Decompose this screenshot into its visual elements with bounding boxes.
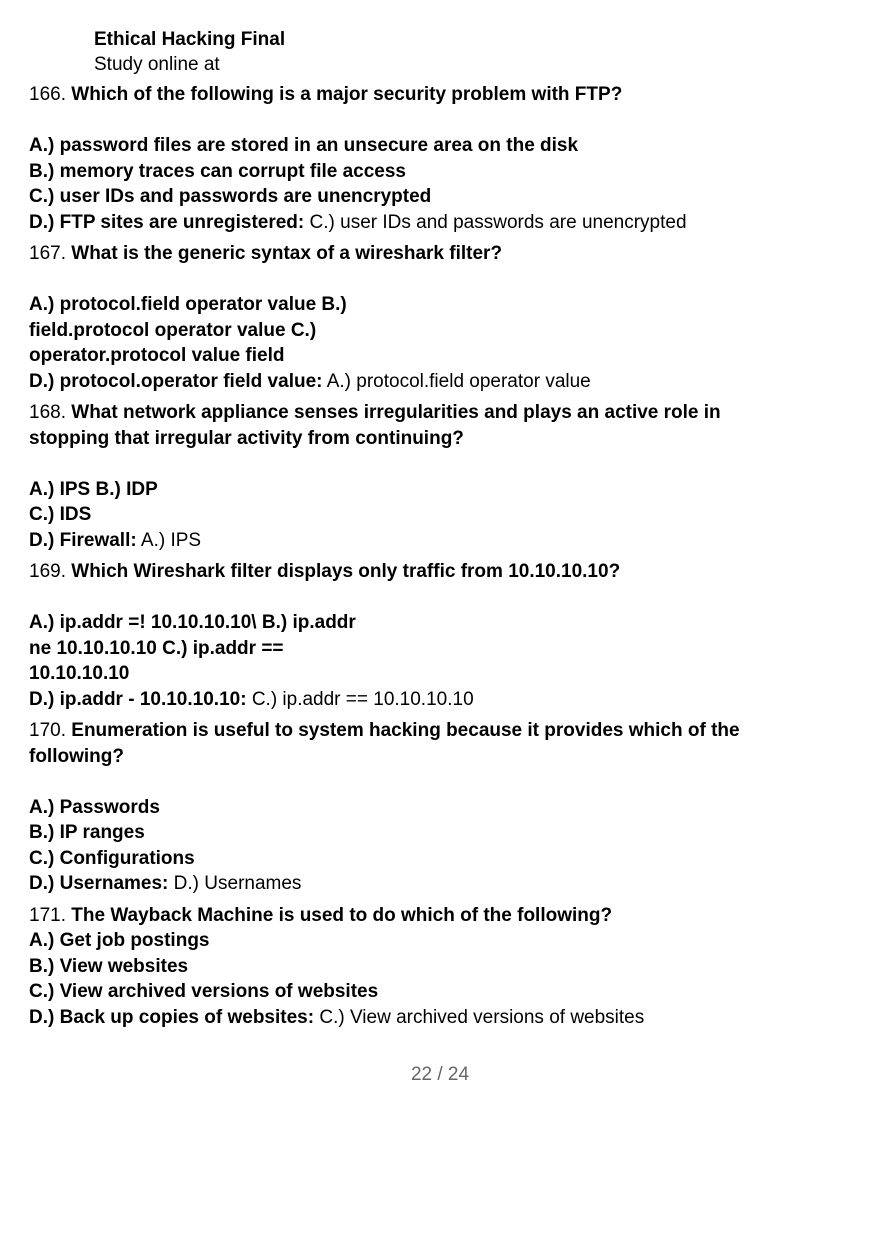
question-number: 171. [29, 904, 66, 926]
answer-option: A.) protocol.field operator value B.) [29, 294, 347, 315]
last-option-label: D.) protocol.operator field value: [29, 370, 323, 392]
question-line [29, 718, 749, 769]
question-number: 169. [29, 561, 66, 582]
question-line [29, 903, 749, 929]
answer-option: field.protocol operator value C.) [29, 319, 317, 341]
question-block [29, 718, 749, 897]
answer-line [29, 687, 749, 713]
spacer [29, 108, 749, 134]
document-title: Ethical Hacking Final [94, 29, 286, 50]
question-block [29, 241, 749, 394]
answer-line [29, 210, 749, 236]
answer-option: A.) IPS B.) IDP [29, 478, 158, 500]
question-number: 170. [29, 720, 66, 741]
answer-option: C.) View archived versions of websites [29, 981, 379, 1002]
question-text: Which of the following is a major security problem with FTP? [71, 84, 623, 105]
question-text: Enumeration is useful to system hacking because it provides which of the following? [29, 720, 740, 767]
study-online-text: Study online at [94, 54, 220, 75]
answer-option: B.) IP ranges [29, 822, 145, 843]
spacer [29, 451, 749, 477]
last-option-label: D.) Firewall: [29, 529, 137, 551]
last-option-label: D.) FTP sites are unregistered: [29, 211, 305, 233]
answer-line [29, 528, 749, 554]
answer-line [29, 871, 749, 897]
correct-answer: C.) ip.addr == 10.10.10.10 [251, 688, 474, 710]
answer-option: ne 10.10.10.10 C.) ip.addr == [29, 637, 284, 659]
correct-answer: A.) IPS [140, 529, 202, 551]
question-text: What network appliance senses irregularities and plays an active role in stopping that irregular activity from continuing? [29, 402, 721, 449]
question-line [29, 241, 749, 267]
correct-answer: D.) Usernames [173, 873, 302, 894]
question-list [29, 82, 749, 1036]
question-block [29, 82, 749, 235]
answer-line [29, 1005, 749, 1031]
question-text: The Wayback Machine is used to do which of the following? [71, 904, 613, 926]
answer-option: operator.protocol value field [29, 345, 285, 366]
answer-option: A.) password files are stored in an unsecure area on the disk [29, 135, 579, 156]
question-line [29, 400, 749, 451]
spacer [29, 769, 749, 795]
spacer [29, 585, 749, 611]
question-number: 166. [29, 84, 66, 105]
page-header [94, 27, 285, 77]
answer-option: B.) memory traces can corrupt file access [29, 160, 407, 182]
spacer [29, 267, 749, 293]
last-option-label: D.) Usernames: [29, 873, 169, 894]
answer-option: A.) ip.addr =! 10.10.10.10\ B.) ip.addr [29, 612, 356, 633]
question-line [29, 559, 749, 585]
question-block [29, 400, 749, 553]
last-option-label: D.) Back up copies of websites: [29, 1006, 315, 1028]
answer-option: C.) Configurations [29, 847, 195, 869]
question-text: What is the generic syntax of a wireshark filter? [71, 243, 503, 264]
question-line [29, 82, 749, 108]
correct-answer: C.) user IDs and passwords are unencrypted [309, 211, 687, 233]
answer-line [29, 369, 749, 395]
question-block [29, 559, 749, 712]
last-option-label: D.) ip.addr - 10.10.10.10: [29, 688, 247, 710]
correct-answer: C.) View archived versions of websites [319, 1006, 645, 1028]
question-block [29, 903, 749, 1031]
page-number: 22 / 24 [410, 1064, 470, 1085]
answer-option: B.) View websites [29, 955, 189, 977]
question-number: 167. [29, 243, 66, 264]
answer-option: 10.10.10.10 [29, 663, 130, 684]
answer-option: A.) Passwords [29, 796, 160, 818]
correct-answer: A.) protocol.field operator value [326, 370, 591, 392]
answer-option: A.) Get job postings [29, 930, 210, 951]
answer-option: C.) user IDs and passwords are unencrypted [29, 186, 432, 207]
question-number: 168. [29, 402, 66, 423]
answer-option: C.) IDS [29, 504, 92, 525]
question-text: Which Wireshark filter displays only traffic from 10.10.10.10? [71, 561, 621, 582]
